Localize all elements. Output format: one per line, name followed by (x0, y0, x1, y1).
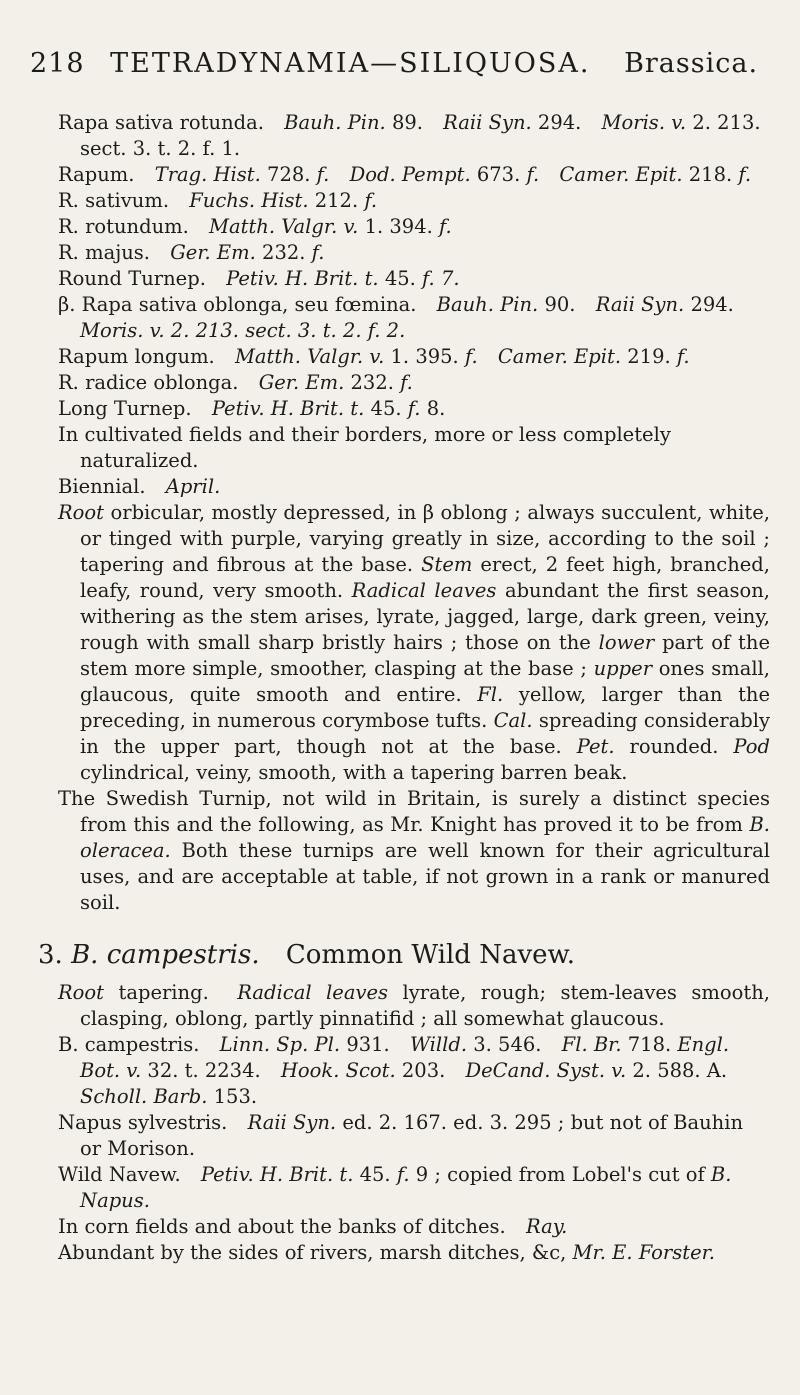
note-paragraph: The Swedish Turnip, not wild in Britain, is surely a distinct species from this and the following, as Mr. Knight has proved it to be from B. oleracea. Both these turnips are well known for their agricultural uses, and are acceptable at table, if not grown in a rank or manured soil. (58, 787, 770, 914)
species-heading (38, 938, 770, 972)
species-description: Root tapering. Radical leaves lyrate, rough; stem-leaves smooth, clasping, oblong, partly pinnatifid ; all somewhat glaucous. (58, 981, 770, 1030)
synonym-entry: Rapum. Trag. Hist. 728. f. Dod. Pempt. 673. f. Camer. Epit. 218. f. (58, 163, 752, 186)
reference-entry: Wild Navew. Petiv. H. Brit. t. 45. f. 9 ; copied from Lobel's cut of B. Napus. (58, 1163, 732, 1212)
section-title: TETRADYNAMIA—SILIQUOSA. (110, 48, 591, 79)
synonym-entry: Long Turnep. Petiv. H. Brit. t. 45. f. 8. (58, 397, 446, 420)
synonym-entry: β. Rapa sativa oblonga, seu fœmina. Bauh. Pin. 90. Raii Syn. 294. Moris. v. 2. 213. sect. 3. t. 2. f. 2. (58, 293, 734, 342)
genus-title: Brassica. (624, 48, 759, 79)
synonym-entry: R. rotundum. Matth. Valgr. v. 1. 394. f. (58, 215, 452, 238)
species-name: B. campestris. (71, 940, 260, 970)
description-paragraph: Root orbicular, mostly depressed, in β oblong ; always succulent, white, or tinged with purple, varying greatly in size, according to the soil ; tapering and fibrous at the base. Stem erect, 2 feet high, branched, leafy, round, very smooth. Radical leaves abundant the first season, withering as the stem arises, lyrate, jagged, large, dark green, veiny, rough with small sharp bristly hairs ; those on the lower part of the stem more simple, smoother, clasping at the base ; upper ones small, glaucous, quite smooth and entire. Fl. yellow, larger than the preceding, in numerous corymbose tufts. Cal. spreading considerably in the upper part, though not at the base. Pet. rounded. Pod cylindrical, veiny, smooth, with a tapering barren beak. (58, 501, 771, 784)
reference-entry: Napus sylvestris. Raii Syn. ed. 2. 167. ed. 3. 295 ; but not of Bauhin or Morison. (58, 1111, 744, 1160)
habitat-text: In cultivated fields and their borders, more or less completely naturalized. (58, 423, 671, 472)
page-number: 218 (30, 48, 85, 79)
synonym-entry: R. majus. Ger. Em. 232. f. (58, 241, 325, 264)
habitat-text: Abundant by the sides of rivers, marsh ditches, &c, Mr. E. Forster. (58, 1241, 716, 1264)
synonym-entry: Round Turnep. Petiv. H. Brit. t. 45. f. 7. (58, 267, 460, 290)
page-header (30, 48, 770, 79)
habitat-text: In corn fields and about the banks of ditches. Ray. (58, 1215, 568, 1238)
synonym-entry: Rapa sativa rotunda. Bauh. Pin. 89. Raii Syn. 294. Moris. v. 2. 213. sect. 3. t. 2. f. 1. (58, 111, 761, 160)
synonym-entry: R. radice oblonga. Ger. Em. 232. f. (58, 371, 413, 394)
species-number: 3. (38, 940, 63, 970)
synonym-entry: R. sativum. Fuchs. Hist. 212. f. (58, 189, 378, 212)
duration-text: Biennial. April. (58, 475, 221, 498)
species-common-name: Common Wild Navew. (285, 940, 575, 970)
synonym-entry: Rapum longum. Matth. Valgr. v. 1. 395. f. Camer. Epit. 219. f. (58, 345, 690, 368)
page-content (38, 110, 771, 1266)
reference-entry: B. campestris. Linn. Sp. Pl. 931. Willd. 3. 546. Fl. Br. 718. Engl. Bot. v. 32. t. 2234. Hook. Scot. 203. DeCand. Syst. v. 2. 588. A. Scholl. Barb. 153. (58, 1033, 730, 1108)
